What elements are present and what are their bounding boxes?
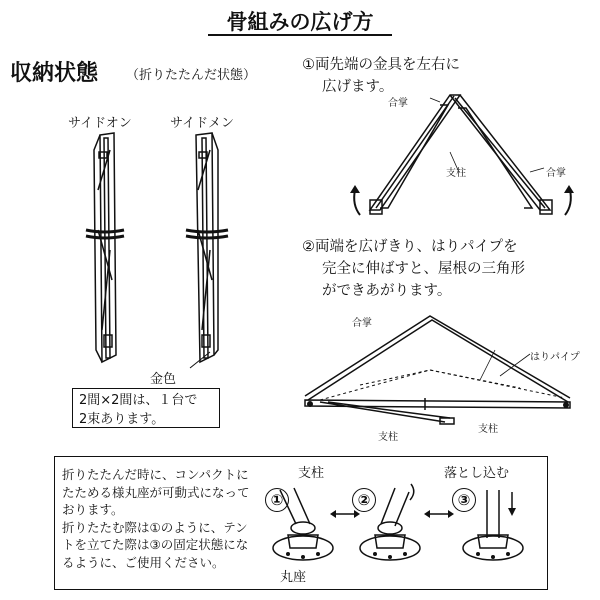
step2-hari-label: はりパイプ (530, 352, 580, 363)
base-line-4: 折りたたむ際は①のように、テン (62, 519, 248, 535)
title-underline (208, 34, 392, 36)
arrow-2-3 (424, 508, 454, 520)
gold-color-label: 金色 (150, 372, 177, 387)
step2-line1: ②両端を広げきり、はりパイプを (302, 239, 518, 255)
step1-gassho2-label: 合掌 (546, 168, 566, 179)
page-title: 骨組みの広げ方 (226, 10, 374, 34)
base-diagram-1 (268, 480, 338, 570)
bundle-note-line2: 2束あります。 (79, 412, 165, 427)
step1-illustration (340, 90, 580, 230)
base-instruction-text (62, 466, 282, 571)
base-num2: ② (352, 488, 376, 512)
base-shichu-label: 支柱 (298, 466, 325, 481)
folded-frame-side-men (182, 130, 232, 370)
storage-subheading: （折りたたんだ状態） (126, 68, 257, 83)
step2-gassho-label: 合掌 (352, 318, 372, 329)
step1-line2: 広げます。 (322, 79, 394, 95)
base-diagram-2 (355, 480, 425, 570)
bundle-note-line1: 2間×2間は、１台で (79, 393, 198, 408)
side-men-label: サイドメン (170, 116, 234, 131)
base-line-1: 折りたたんだ時に、コンパクトに (62, 467, 249, 482)
step2-line3: ができあがります。 (322, 283, 452, 299)
base-line-3: おります。 (62, 502, 124, 517)
step2-shichu2-label: 支柱 (478, 424, 498, 435)
base-drop-label: 落とし込む (444, 466, 510, 481)
base-marusa-label: 丸座 (280, 570, 307, 585)
step2-shichu1-label: 支柱 (378, 432, 398, 443)
base-num3: ③ (452, 488, 476, 512)
step2-line2: 完全に伸ばすと、屋根の三角形 (322, 261, 525, 277)
step1-gassho-label: 合掌 (388, 98, 408, 109)
step1-shichu-label: 支柱 (446, 168, 466, 179)
step1-line1: ①両先端の金具を左右に (302, 57, 460, 73)
side-on-label: サイドオン (68, 116, 132, 131)
arrow-1-2 (330, 508, 360, 520)
base-line-6: るように、ご使用ください。 (62, 554, 225, 570)
bundle-note (72, 388, 220, 428)
base-line-5: トを立てた際は③の固定状態にな (62, 537, 249, 552)
storage-heading: 収納状態 (10, 61, 99, 86)
step2-text (302, 236, 525, 302)
step2-illustration (300, 310, 590, 440)
folded-frame-side-on (80, 130, 130, 370)
base-line-2: たためる様丸座が可動式になって (62, 484, 250, 500)
base-diagram-3 (458, 480, 528, 570)
base-num1: ① (265, 488, 289, 512)
